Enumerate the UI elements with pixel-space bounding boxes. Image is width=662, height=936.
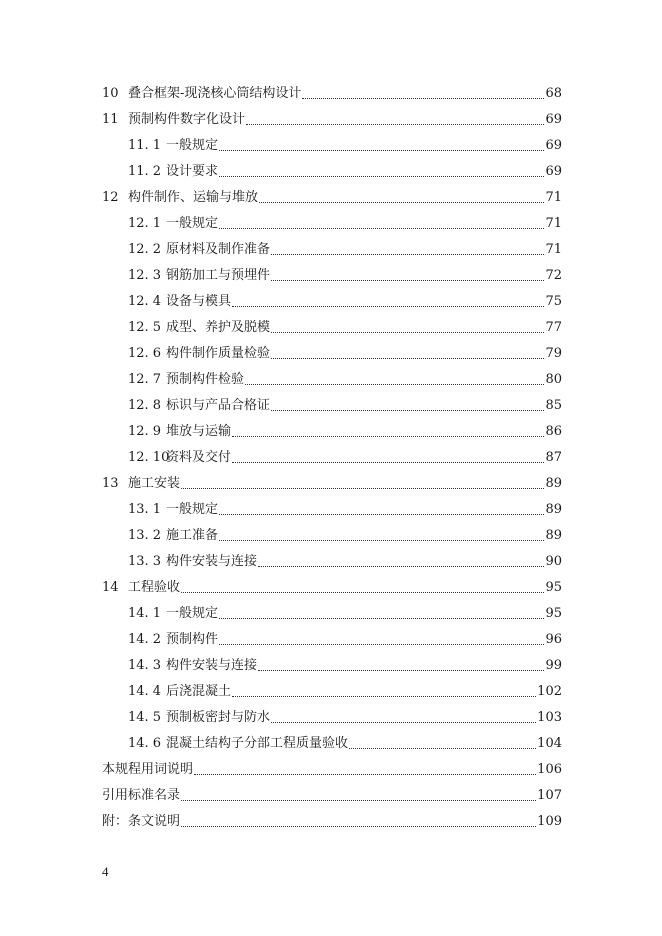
toc-entry[interactable]	[0, 809, 662, 835]
toc-entry-page: 89	[545, 476, 562, 491]
toc-entry-page: 72	[545, 268, 562, 283]
toc-entry-title: 原材料及制作准备	[166, 242, 271, 257]
toc-entry-title: 混凝土结构子分部工程质量验收	[166, 736, 349, 751]
toc-entry[interactable]	[0, 783, 662, 809]
page-number: 4	[102, 864, 109, 879]
toc-entry-title: 附：条文说明	[102, 814, 181, 829]
toc-entry-page: 68	[545, 86, 562, 101]
toc-entry[interactable]	[0, 419, 662, 445]
toc-entry[interactable]	[0, 81, 662, 107]
dot-leader	[271, 409, 544, 411]
dot-leader	[271, 357, 544, 359]
dot-leader	[232, 305, 544, 307]
toc-entry-page: 102	[537, 684, 562, 699]
dot-leader	[259, 201, 544, 203]
dot-leader	[271, 253, 544, 255]
toc-entry-number: 12. 3	[128, 268, 162, 283]
toc-entry-number: 12. 4	[128, 294, 162, 309]
dot-leader	[219, 227, 544, 229]
toc-entry-page: 69	[545, 112, 562, 127]
toc-entry-title: 构件安装与连接	[166, 658, 258, 673]
toc-entry-page: 99	[545, 658, 562, 673]
dot-leader	[219, 149, 544, 151]
toc-entry-number: 12. 10	[128, 450, 170, 465]
dot-leader	[219, 513, 544, 515]
toc-entry-title: 本规程用词说明	[102, 762, 194, 777]
toc-entry[interactable]	[0, 237, 662, 263]
toc-entry-page: 109	[537, 814, 562, 829]
toc-entry-page: 89	[545, 528, 562, 543]
toc-entry-title: 施工准备	[166, 528, 219, 543]
toc-entry[interactable]	[0, 705, 662, 731]
toc-entry[interactable]	[0, 315, 662, 341]
toc-entry[interactable]	[0, 601, 662, 627]
dot-leader	[219, 617, 544, 619]
dot-leader	[181, 591, 544, 593]
toc-entry-title: 构件制作质量检验	[166, 346, 271, 361]
toc-entry-title: 后浇混凝土	[166, 684, 232, 699]
toc-entry-page: 71	[545, 190, 562, 205]
dot-leader	[232, 461, 544, 463]
toc-entry-page: 89	[545, 502, 562, 517]
toc-entry-title: 预制板密封与防水	[166, 710, 271, 725]
toc-entry-number: 12. 2	[128, 242, 162, 257]
toc-entry[interactable]	[0, 575, 662, 601]
toc-entry[interactable]	[0, 653, 662, 679]
toc-entry-number: 13. 3	[128, 554, 162, 569]
toc-entry-page: 96	[545, 632, 562, 647]
toc-entry-page: 85	[545, 398, 562, 413]
toc-entry[interactable]	[0, 133, 662, 159]
toc-entry-number: 11. 1	[128, 138, 162, 153]
dot-leader	[232, 435, 544, 437]
dot-leader	[194, 773, 536, 775]
toc-entry-page: 75	[545, 294, 562, 309]
toc-entry-number: 12. 9	[128, 424, 162, 439]
dot-leader	[271, 279, 544, 281]
toc-entry-number: 11. 2	[128, 164, 162, 179]
toc-entry[interactable]	[0, 211, 662, 237]
dot-leader	[219, 643, 544, 645]
toc-entry-page: 80	[545, 372, 562, 387]
dot-leader	[181, 825, 536, 827]
toc-entry[interactable]	[0, 367, 662, 393]
toc-entry-page: 95	[545, 580, 562, 595]
toc-entry-number: 12. 6	[128, 346, 162, 361]
toc-entry[interactable]	[0, 445, 662, 471]
toc-entry-page: 104	[537, 736, 562, 751]
dot-leader	[258, 669, 544, 671]
toc-entry-page: 69	[545, 138, 562, 153]
toc-entry[interactable]	[0, 731, 662, 757]
toc-entry-page: 71	[545, 242, 562, 257]
toc-entry-number: 13	[102, 476, 119, 491]
toc-entry[interactable]	[0, 523, 662, 549]
toc-entry-title: 预制构件数字化设计	[128, 112, 246, 127]
toc-entry-title: 一般规定	[166, 606, 219, 621]
toc-entry-number: 14. 5	[128, 710, 162, 725]
toc-entry[interactable]	[0, 757, 662, 783]
toc-entry-number: 12. 8	[128, 398, 162, 413]
toc-entry-page: 95	[545, 606, 562, 621]
toc-entry-title: 钢筋加工与预埋件	[166, 268, 271, 283]
toc-entry[interactable]	[0, 159, 662, 185]
toc-entry-title: 设计要求	[166, 164, 219, 179]
toc-entry-title: 预制构件	[166, 632, 219, 647]
toc-entry-title: 一般规定	[166, 216, 219, 231]
toc-entry[interactable]	[0, 679, 662, 705]
toc-entry-number: 12. 1	[128, 216, 162, 231]
toc-entry[interactable]	[0, 289, 662, 315]
toc-entry-number: 10	[102, 86, 119, 101]
toc-entry-page: 90	[545, 554, 562, 569]
toc-entry-number: 14. 4	[128, 684, 162, 699]
toc-entry-title: 叠合框架-现浇核心筒结构设计	[128, 86, 302, 101]
table-of-contents	[0, 81, 662, 835]
toc-entry-title: 构件安装与连接	[166, 554, 258, 569]
toc-entry-number: 12	[102, 190, 119, 205]
toc-entry-number: 14. 6	[128, 736, 162, 751]
toc-entry-page: 86	[545, 424, 562, 439]
dot-leader	[245, 383, 544, 385]
toc-entry-title: 一般规定	[166, 138, 219, 153]
toc-entry-number: 14. 3	[128, 658, 162, 673]
toc-entry[interactable]	[0, 497, 662, 523]
toc-entry-title: 构件制作、运输与堆放	[128, 190, 259, 205]
toc-entry-title: 引用标准名录	[102, 788, 181, 803]
dot-leader	[246, 123, 544, 125]
dot-leader	[219, 539, 544, 541]
dot-leader	[271, 331, 544, 333]
dot-leader	[271, 721, 536, 723]
toc-entry[interactable]	[0, 471, 662, 497]
toc-entry-title: 工程验收	[128, 580, 181, 595]
toc-entry-page: 106	[537, 762, 562, 777]
dot-leader	[181, 487, 544, 489]
toc-entry-number: 14. 1	[128, 606, 162, 621]
toc-entry-page: 77	[545, 320, 562, 335]
toc-entry-title: 一般规定	[166, 502, 219, 517]
toc-entry-title: 堆放与运输	[166, 424, 232, 439]
toc-entry-number: 13. 1	[128, 502, 162, 517]
toc-entry[interactable]	[0, 185, 662, 211]
toc-entry-page: 69	[545, 164, 562, 179]
toc-entry[interactable]	[0, 341, 662, 367]
toc-entry-title: 施工安装	[128, 476, 181, 491]
toc-entry-title: 预制构件检验	[166, 372, 245, 387]
toc-entry[interactable]	[0, 393, 662, 419]
dot-leader	[349, 747, 536, 749]
toc-entry-page: 71	[545, 216, 562, 231]
toc-entry-number: 14	[102, 580, 119, 595]
toc-entry-page: 103	[537, 710, 562, 725]
toc-entry-number: 12. 5	[128, 320, 162, 335]
toc-entry-number: 13. 2	[128, 528, 162, 543]
toc-entry-number: 11	[102, 112, 119, 127]
dot-leader	[232, 695, 536, 697]
toc-entry[interactable]	[0, 107, 662, 133]
toc-entry-number: 12. 7	[128, 372, 162, 387]
toc-entry-number: 14. 2	[128, 632, 162, 647]
toc-entry-page: 107	[537, 788, 562, 803]
toc-entry-title: 标识与产品合格证	[166, 398, 271, 413]
toc-entry-title: 成型、养护及脱模	[166, 320, 271, 335]
dot-leader	[258, 565, 544, 567]
toc-entry-page: 87	[545, 450, 562, 465]
toc-entry[interactable]	[0, 627, 662, 653]
toc-entry-title: 设备与模具	[166, 294, 232, 309]
toc-entry[interactable]	[0, 549, 662, 575]
toc-entry-title: 资料及交付	[166, 450, 232, 465]
toc-entry-page: 79	[545, 346, 562, 361]
dot-leader	[302, 97, 544, 99]
dot-leader	[219, 175, 544, 177]
toc-entry[interactable]	[0, 263, 662, 289]
dot-leader	[181, 799, 536, 801]
